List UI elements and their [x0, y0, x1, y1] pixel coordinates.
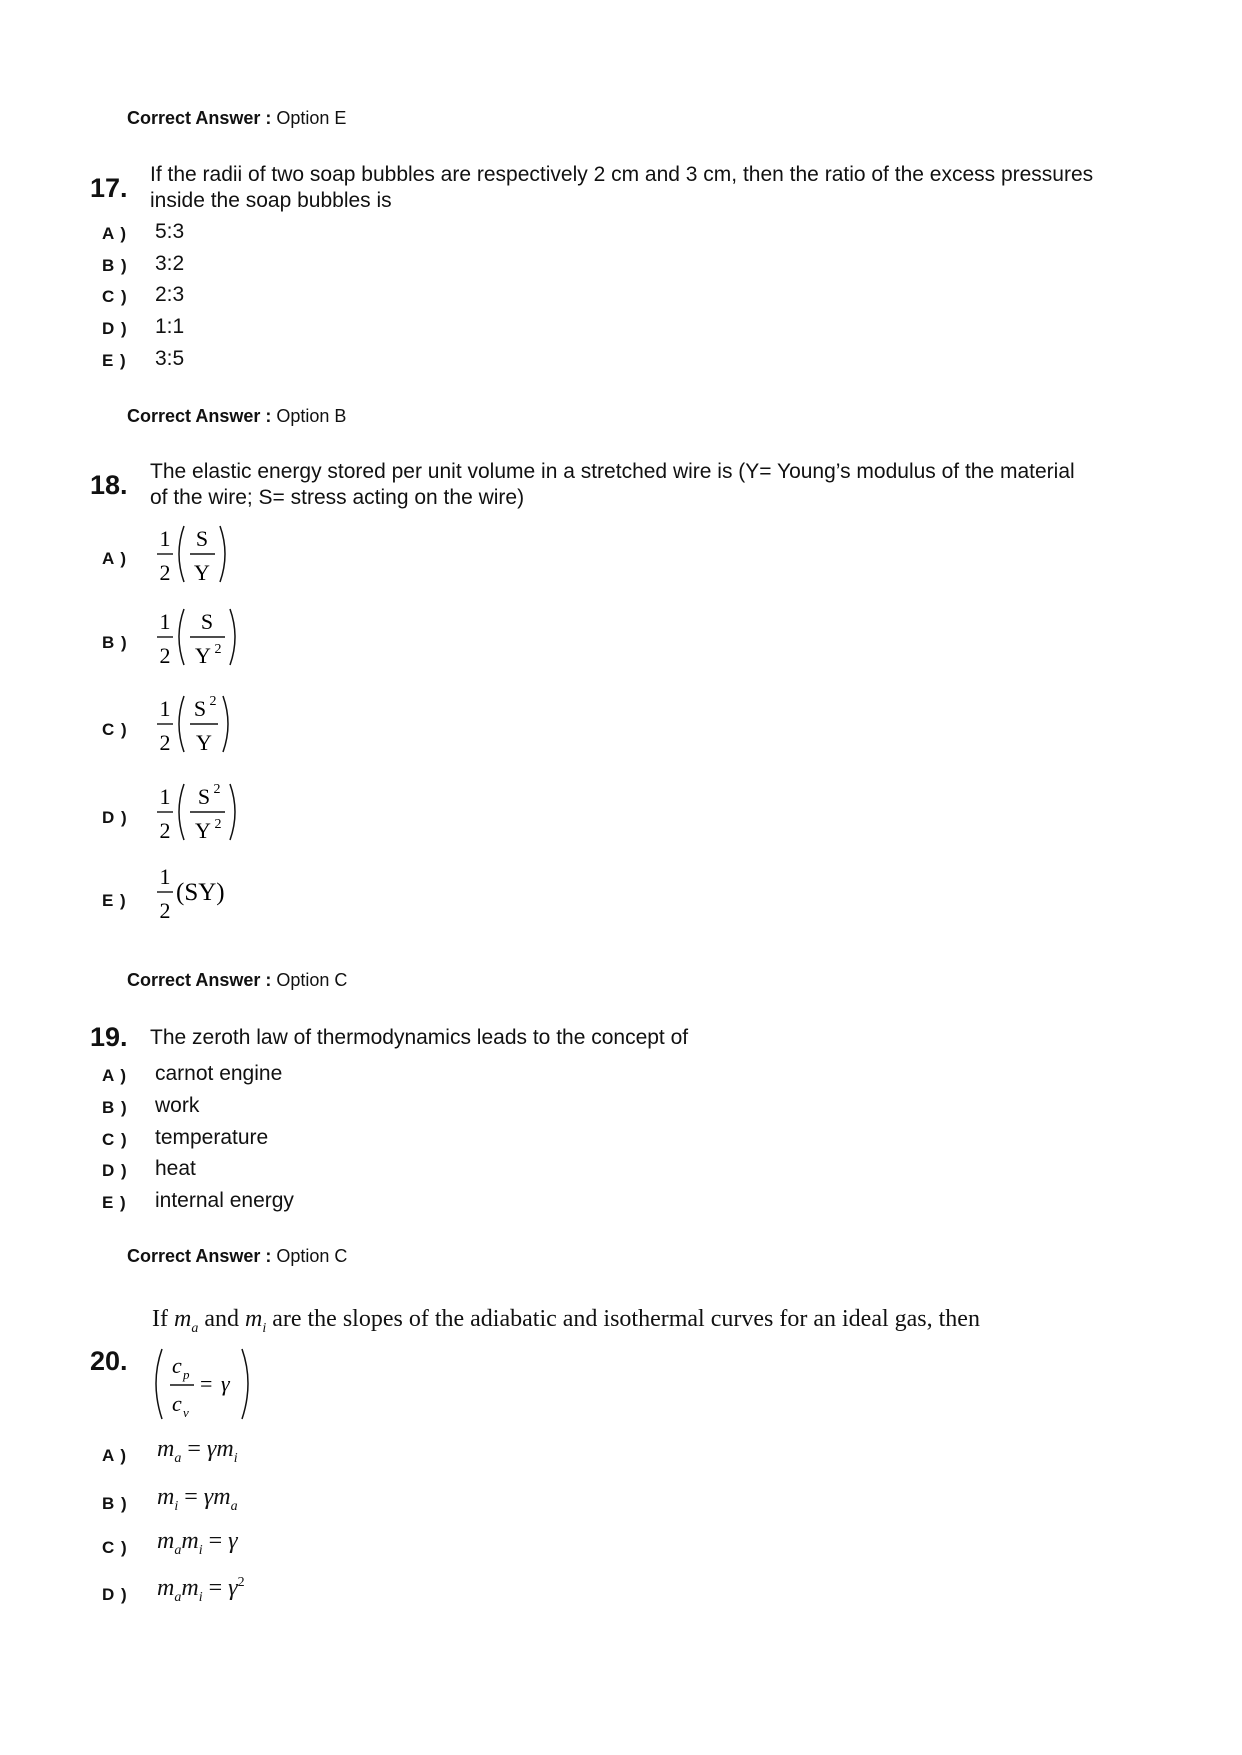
question-19-text: The zeroth law of thermodynamics leads to the concept of [150, 1026, 689, 1049]
svg-text:2: 2 [159, 818, 171, 843]
svg-text:γ: γ [221, 1371, 230, 1396]
correct-answer-19 [127, 1246, 347, 1267]
svg-text:Y: Y [196, 730, 212, 755]
q19-option-b: work [155, 1094, 200, 1117]
q19-option-e: internal energy [155, 1189, 294, 1212]
q17-option-b: 3:2 [155, 252, 185, 275]
question-19-number: 19. [90, 1022, 128, 1052]
q17-option-c-label: C ) [102, 287, 128, 306]
correct-answer-16 [127, 108, 346, 129]
correct-answer-value: Option C [276, 1246, 348, 1266]
correct-answer-18 [127, 970, 347, 991]
q17-option-d-label: D ) [102, 319, 128, 338]
svg-text:1: 1 [159, 784, 171, 809]
q17-option-a: 5:3 [155, 220, 185, 243]
q19-option-c-label: C ) [102, 1130, 128, 1149]
q19-option-b-label: B ) [102, 1098, 128, 1117]
q19-option-e-label: E ) [102, 1193, 127, 1212]
q17-option-b-label: B ) [102, 256, 128, 275]
q20-option-d-formula: $m_am_i = \gamma^2$ [157, 1575, 245, 1605]
correct-answer-label: Correct Answer : [127, 1246, 272, 1266]
svg-text:(SY): (SY) [176, 879, 225, 906]
q20-text-rest: are the slopes of the adiabatic and isothermal curves for an ideal gas, then [272, 1306, 980, 1332]
svg-text:v: v [183, 1405, 189, 1420]
q19-option-d-label: D ) [102, 1161, 128, 1180]
svg-text:S: S [195, 526, 209, 551]
svg-text:p: p [183, 1367, 190, 1382]
question-18-text [150, 459, 1170, 511]
correct-answer-value: Option B [276, 406, 347, 426]
q17-option-c: 2:3 [155, 283, 185, 306]
q18-option-d-label: D ) [102, 808, 128, 827]
q17-option-a-label: A ) [102, 224, 128, 243]
correct-answer-label: Correct Answer : [127, 970, 272, 990]
q20-gamma-definition [150, 1345, 260, 1425]
question-18-number: 18. [90, 470, 128, 500]
q18-option-c-label: C ) [102, 720, 128, 739]
svg-text:=: = [200, 1371, 213, 1396]
q18-option-b-formula [152, 601, 252, 673]
question-18-line-2: of the wire; S= stress acting on the wire) [150, 486, 525, 509]
q18-option-d-formula [152, 776, 252, 848]
correct-answer-17 [127, 406, 346, 427]
svg-text:1: 1 [159, 864, 171, 889]
q18-option-a-formula [152, 518, 242, 590]
svg-text:c: c [172, 1391, 182, 1416]
correct-answer-value: Option C [276, 970, 348, 990]
question-20-number: 20. [90, 1346, 128, 1376]
svg-text:S: S [193, 696, 207, 721]
q17-option-e-label: E ) [102, 351, 127, 370]
svg-text:2: 2 [159, 730, 171, 755]
svg-text:2: 2 [214, 642, 222, 657]
q20-option-c-label: C ) [102, 1538, 128, 1557]
q19-option-c: temperature [155, 1126, 269, 1149]
question-17-number: 17. [90, 173, 128, 203]
question-18-line-1: The elastic energy stored per unit volume in a stretched wire is (Y= Young’s modulus of the material [150, 460, 1075, 483]
svg-text:2: 2 [209, 694, 217, 709]
q19-option-a: carnot engine [155, 1062, 283, 1085]
svg-text:2: 2 [159, 643, 171, 668]
q19-option-a-label: A ) [102, 1066, 128, 1085]
question-17-line-2: inside the soap bubbles is [150, 189, 392, 212]
svg-text:1: 1 [159, 526, 171, 551]
q18-option-e-label: E ) [102, 891, 127, 910]
q18-option-a-label: A ) [102, 549, 128, 568]
svg-text:S: S [197, 784, 211, 809]
correct-answer-label: Correct Answer : [127, 406, 272, 426]
q17-option-d: 1:1 [155, 315, 185, 338]
svg-text:Y: Y [195, 818, 211, 843]
svg-text:c: c [172, 1353, 182, 1378]
q20-option-b-label: B ) [102, 1494, 128, 1513]
svg-text:2: 2 [214, 817, 222, 832]
q17-option-e: 3:5 [155, 347, 185, 370]
correct-answer-label: Correct Answer : [127, 108, 272, 128]
svg-text:S: S [200, 609, 214, 634]
svg-text:Y: Y [194, 560, 210, 585]
svg-text:2: 2 [159, 898, 171, 923]
question-17-text [150, 162, 1170, 214]
q18-option-e-formula [152, 858, 252, 930]
q20-option-d-label: D ) [102, 1585, 128, 1604]
q20-text-and: and [204, 1306, 239, 1332]
q19-option-d: heat [155, 1157, 196, 1180]
question-17-line-1: If the radii of two soap bubbles are respectively 2 cm and 3 cm, then the ratio of the excess pressures [150, 163, 1094, 186]
svg-text:1: 1 [159, 609, 171, 634]
q20-option-b-formula: $m_i = \gamma m_a$ [157, 1484, 238, 1514]
svg-text:1: 1 [159, 696, 171, 721]
q18-option-c-formula [152, 688, 242, 760]
q20-option-a-label: A ) [102, 1446, 128, 1465]
q20-text-if: If [152, 1306, 168, 1332]
svg-text:2: 2 [159, 560, 171, 585]
q18-option-b-label: B ) [102, 633, 128, 652]
correct-answer-value: Option E [276, 108, 347, 128]
q20-option-a-formula: $m_a = \gamma m_i$ [157, 1436, 238, 1466]
q20-option-c-formula: $m_am_i = \gamma$ [157, 1528, 238, 1558]
question-20-text: If $m_a$ and $m_i$ are the slopes of the adiabatic and isothermal curves for an ideal gas, then [152, 1306, 980, 1336]
svg-text:Y: Y [195, 643, 211, 668]
svg-text:2: 2 [213, 782, 221, 797]
